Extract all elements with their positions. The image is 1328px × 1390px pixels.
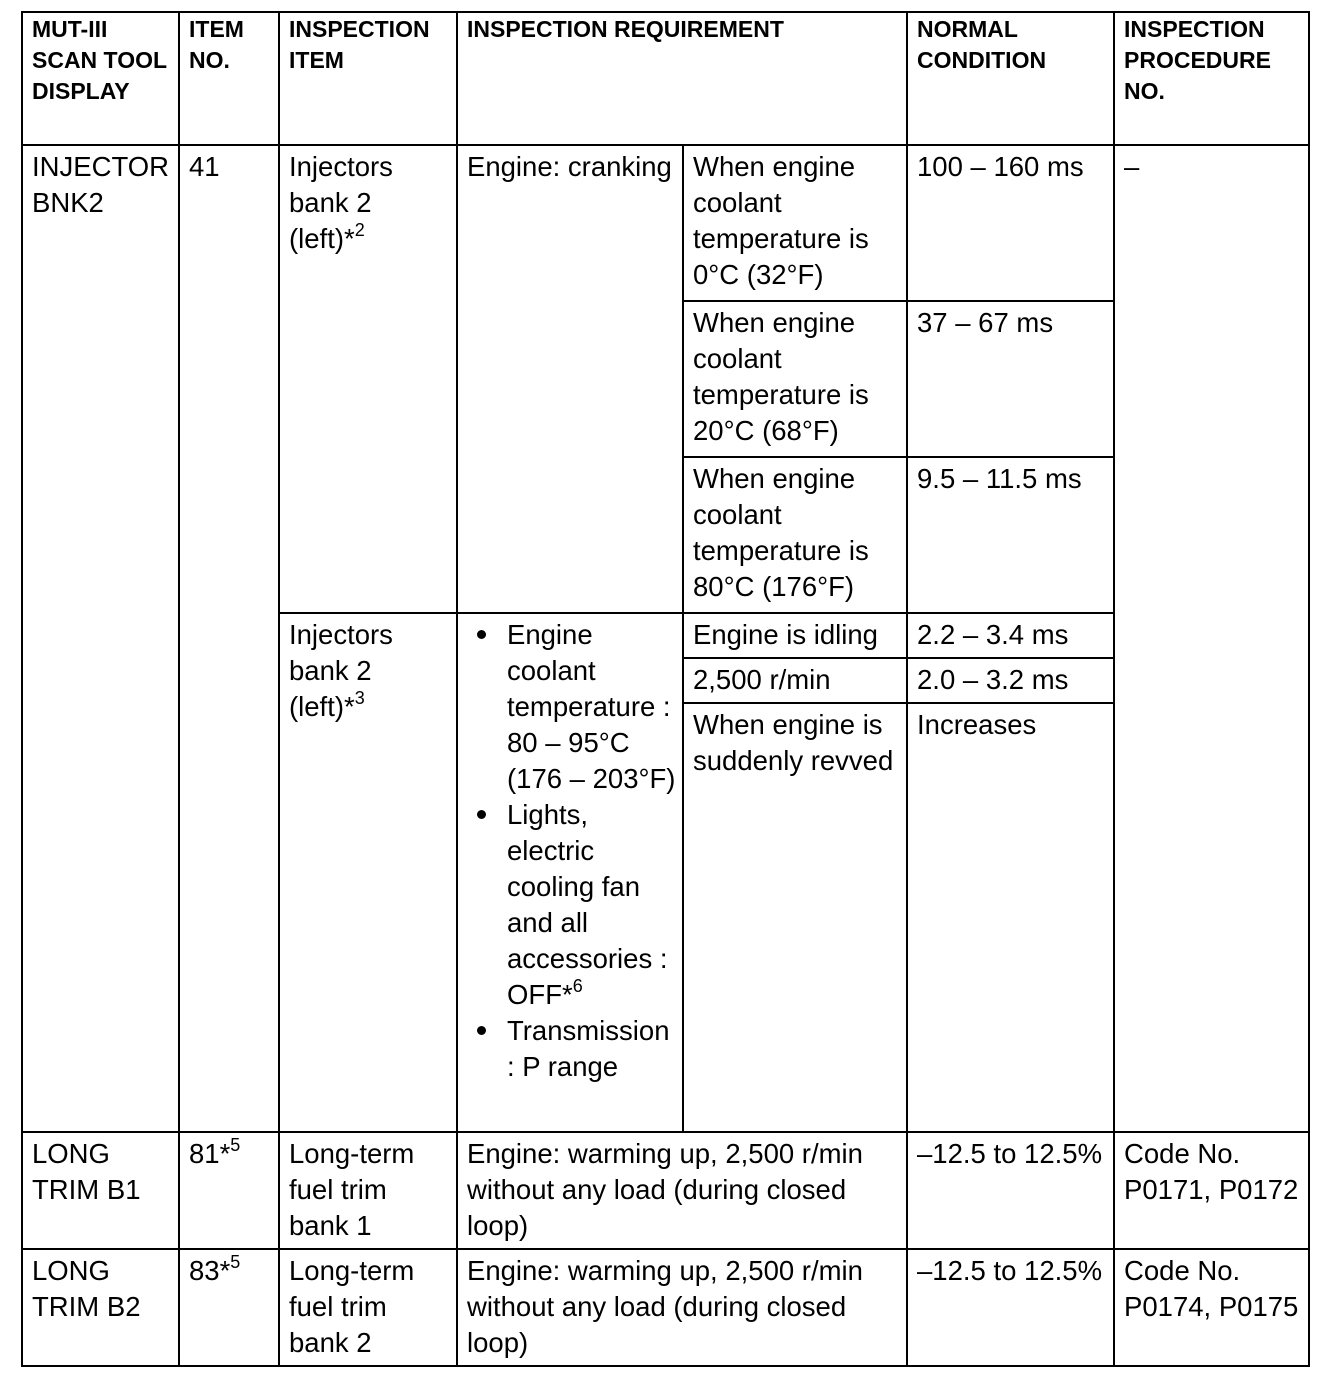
header-scan-tool-display: MUT-III SCAN TOOL DISPLAY [22,12,179,145]
procedure-cell: Code No. P0174, P0175 [1114,1249,1309,1366]
footnote-ref: 5 [230,1134,241,1155]
inspection-item-cell [279,145,457,613]
table-row [22,145,1309,301]
normal-condition-cell: 37 – 67 ms [907,301,1114,457]
item-no-cell [179,1249,279,1366]
inspection-table [21,11,1310,1367]
header-inspection-requirement: INSPECTION REQUIREMENT [457,12,907,145]
normal-condition-cell: 9.5 – 11.5 ms [907,457,1114,613]
bullet-icon [477,630,486,639]
footnote-ref: 5 [230,1251,241,1272]
bullet-text: Transmission : P range [507,1015,670,1082]
condition-cell: When engine is suddenly revved [683,703,907,1132]
list-item [507,1013,678,1085]
display-value: INJECTOR BNK2 [32,151,170,218]
header-row [22,12,1309,145]
normal-condition-cell: 100 – 160 ms [907,145,1114,301]
header-inspection-item: INSPECTION ITEM [279,12,457,145]
requirement-cell: Engine: warming up, 2,500 r/min without any load (during closed loop) [457,1132,907,1249]
table-row [22,1132,1309,1249]
condition-cell: When engine coolant temperature is 0°C (32°F) [683,145,907,301]
bullet-text: Lights, electric cooling fan and all accessories : OFF* [507,799,668,1010]
item-no-cell [179,1132,279,1249]
inspection-item-cell: Long-term fuel trim bank 2 [279,1249,457,1366]
header-inspection-procedure-no: INSPECTION PROCEDURE NO. [1114,12,1309,145]
item-no-cell: 41 [179,145,279,1132]
inspection-item-text: Injectors bank 2 (left)* [289,619,393,722]
inspection-item-cell [279,613,457,1132]
normal-condition-cell: 2.0 – 3.2 ms [907,658,1114,703]
normal-condition-cell: Increases [907,703,1114,1132]
item-no-text: 83* [189,1255,231,1286]
normal-condition-cell: –12.5 to 12.5% [907,1249,1114,1366]
display-cell: LONG TRIM B1 [22,1132,179,1249]
bullet-icon [477,1026,486,1035]
requirement-cell [457,613,683,1132]
procedure-cell: Code No. P0171, P0172 [1114,1132,1309,1249]
condition-cell: When engine coolant temperature is 80°C (176°F) [683,457,907,613]
procedure-cell: – [1114,145,1309,1132]
requirement-cell: Engine: warming up, 2,500 r/min without any load (during closed loop) [457,1249,907,1366]
condition-cell: When engine coolant temperature is 20°C (68°F) [683,301,907,457]
footnote-ref: 6 [572,975,583,996]
table-row [22,1249,1309,1366]
list-item [507,617,678,797]
inspection-item-text: Injectors bank 2 (left)* [289,151,393,254]
list-item [507,797,678,1013]
normal-condition-cell: –12.5 to 12.5% [907,1132,1114,1249]
condition-cell: Engine is idling [683,613,907,658]
requirement-bullets [467,617,678,1085]
bullet-text: Engine coolant temperature : 80 – 95°C (176 – 203°F) [507,619,676,794]
footnote-ref: 3 [354,687,365,708]
display-cell [22,145,179,1132]
header-item-no: ITEM NO. [179,12,279,145]
condition-cell: 2,500 r/min [683,658,907,703]
bullet-icon [477,810,486,819]
normal-condition-cell: 2.2 – 3.4 ms [907,613,1114,658]
requirement-cell: Engine: cranking [457,145,683,613]
item-no-text: 81* [189,1138,231,1169]
header-normal-condition: NORMAL CONDITION [907,12,1114,145]
display-cell: LONG TRIM B2 [22,1249,179,1366]
inspection-item-cell: Long-term fuel trim bank 1 [279,1132,457,1249]
footnote-ref: 2 [354,219,365,240]
